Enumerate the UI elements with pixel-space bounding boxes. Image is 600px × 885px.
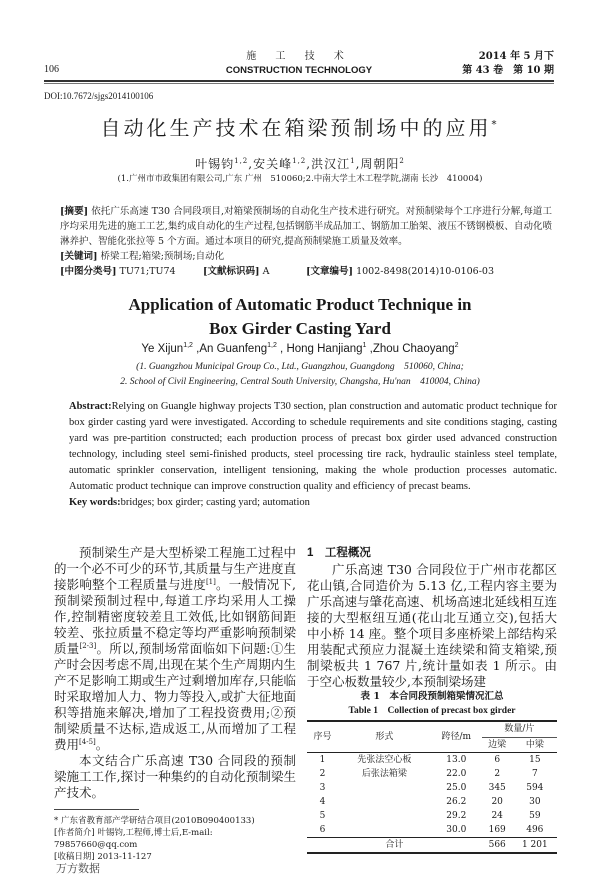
cell-type — [338, 823, 431, 838]
cell-span: 26.2 — [446, 796, 467, 807]
cell-no: 6 — [319, 824, 326, 835]
section-heading: 1 工程概况 — [307, 547, 371, 559]
column-header: 边梁 — [482, 738, 513, 753]
cell-span: 30.0 — [446, 824, 467, 835]
cell-type: 先张法空心板 — [357, 754, 412, 765]
cell-type — [338, 809, 431, 823]
authors-en: Ye Xijun$^{1,2}$ ,An Guanfeng$^{1,2}$ , Hong Hanjiang$^1$ ,Zhou Chaoyang$^2$ — [141, 342, 459, 355]
keywords-en: Key words:bridges; box girder; casting yard; automation — [69, 497, 310, 508]
cell-type — [338, 795, 431, 809]
table-row — [307, 753, 557, 768]
cell-no: 2 — [319, 768, 326, 779]
table-row — [307, 809, 557, 823]
data-table — [307, 720, 557, 854]
table-caption-en: Table 1 Collection of precast box girder — [348, 706, 516, 716]
cell-edge: 6 — [494, 754, 501, 765]
cell-edge: 24 — [491, 810, 503, 821]
cell-edge: 345 — [488, 782, 506, 793]
header-rule — [44, 80, 554, 84]
column-header: 数量/片 — [504, 724, 535, 734]
authors-cn: 叶锡钧$^{1,2}$,安关峰$^{1,2}$,洪汉江$^1$,周朝阳$^2$ — [195, 157, 405, 171]
column-header: 序号 — [313, 731, 332, 742]
cell-no: 1 — [319, 754, 326, 765]
body-left-column — [54, 545, 296, 863]
table-row — [307, 838, 557, 854]
cell-edge: 169 — [488, 824, 506, 835]
cell-no: 3 — [319, 782, 326, 793]
table-row — [307, 823, 557, 838]
keywords-cn: [关键词] 桥梁工程;箱梁;预制场;自动化 — [60, 251, 225, 262]
column-header: 中梁 — [513, 738, 557, 753]
issue-info: 2014 年 5 月下 第 43 卷 第 10 期 — [462, 51, 554, 76]
cell-span: 13.0 — [446, 754, 467, 765]
body-right-column — [307, 545, 557, 854]
cell-middle: 594 — [526, 782, 544, 793]
cell-span: 29.2 — [446, 810, 467, 821]
cell-middle: 30 — [529, 796, 541, 807]
doi: DOI:10.7672/sjgs2014100106 — [44, 91, 154, 101]
cell-middle: 496 — [526, 824, 544, 835]
affiliation-cn: (1.广州市市政集团有限公司,广东 广州 510060;2.中南大学土木工程学院,湖南 长沙 410004) — [117, 174, 483, 184]
column-header: 跨径/m — [441, 731, 472, 742]
title-cn: 自动化生产技术在箱梁预制场中的应用* — [100, 116, 500, 140]
cell-middle: 59 — [529, 810, 541, 821]
footnotes: * 广东省教育部产学研结合项目(2010B090400133) [作者简介] 叶锡钧,工程师,博士后,E-mail: 79857660@qq.com [收稿日期] 2013-11-127 — [54, 816, 255, 862]
abstract-cn: [摘要] 依托广乐高速 T30 合同段项目,对箱梁预制场的自动化生产技术进行研究。对预制梁每个工序进行分解,每道工序均采用先进的施工工艺,集约成自动化的生产过程,包括钢筋半成品加工、钢筋加工胎架、液压不锈钢模板、自动化喷淋养护、智能化张拉等 5 个方面。通过本项目的研究,提高预制梁施工质量及效率。 — [60, 206, 552, 247]
cell-no: 5 — [319, 810, 326, 821]
table-row — [307, 795, 557, 809]
body-paragraph: 预制梁生产是大型桥梁工程施工过程中的一个必不可少的环节,其质量与生产进度直接影响整个工程质量与进度[1]。一般情况下,预制梁预制过程中,每道工序均采用人工操作,控制精密度较差且工效低,比如钢筋间距较差、张拉质量不稳定等均严重影响预制梁质量[2-3]。所以,预制场常面临如下问题:①生产时会因考虑不周,出现在某个生产周期内生产不足影响工期或生产过剩增加库存,只能临时采取增加人力、物力等投入,或扩大征地面积等措施来解决,增加了工程投资费用;②预制梁质量不达标,造成返工,从而增加了工程费用[4-5]。 — [54, 545, 296, 752]
cell-middle: 7 — [531, 768, 538, 779]
body-paragraph: 广乐高速 T30 合同段位于广州市花都区花山镇,合同造价为 5.13 亿,工程内容主要为广乐高速与肇花高速、机场高速北延线相互连接的大型枢纽互通(花山北互通立交),包括大中小桥 14 座。整个项目多座桥梁上部结构采用装配式预应力混凝土连续梁和简支箱梁,预制梁板共 1 767 片,统计量如表 1 所示。由于空心板数量较少,本预制梁场建 — [307, 562, 558, 689]
watermark: 万方数据 — [56, 862, 100, 875]
footnote-rule — [54, 809, 139, 810]
table-row — [307, 767, 557, 781]
journal-name: 施 工 技 术 CONSTRUCTION TECHNOLOGY — [225, 51, 373, 76]
cell-edge: 20 — [491, 796, 503, 807]
abstract-en-block — [69, 399, 557, 511]
affiliation-en: (1. Guangzhou Municipal Group Co., Ltd., Guangzhou, Guangdong 510060, China; 2. School of Civil Engineering, Central South University, Changsha, Hu'nan 410004, China) — [120, 362, 480, 387]
cell-middle: 15 — [529, 754, 541, 765]
column-header: 形式 — [375, 731, 394, 742]
page-number: 106 — [44, 64, 59, 75]
cell-type — [338, 781, 431, 795]
total-edge: 566 — [488, 839, 506, 850]
total-middle: 1 201 — [521, 839, 548, 850]
table-row — [307, 781, 557, 795]
table-caption-cn: 表 1 本合同段预制箱梁情况汇总 — [360, 691, 504, 702]
cell-span: 25.0 — [446, 782, 467, 793]
classification: [中图分类号] TU71;TU74 [文献标识码] A [文章编号] 1002-8498(2014)10-0106-03 — [60, 266, 495, 277]
body-paragraph: 本文结合广乐高速 T30 合同段的预制梁施工工作,探讨一种集约的自动化预制梁生产技术。 — [54, 753, 296, 800]
cell-span: 22.0 — [446, 768, 467, 779]
total-label: 合计 — [385, 839, 404, 850]
abstract-cn-block — [60, 204, 552, 279]
cell-no: 4 — [319, 796, 326, 807]
abstract-en: Abstract:Relying on Guangle highway projects T30 section, plan construction and automatic product technique for box girder casting yard were investigated. According to schedule requirements and site conditions staging, casting yard was pre-partition constructed; each production process of precast box girder used advanced construction technology, including steel semi-finished products, steel processing tire rack, hydraulic stainless steel template, automatic sprinkler conservation, intelligent tensioning, making the whole production processes automatic. Automatic product technique can improve construction quality and efficiency of precast beams. — [69, 401, 557, 492]
title-en: Application of Automatic Product Technique in Box Girder Casting Yard — [128, 295, 472, 338]
cell-type: 后张法箱梁 — [361, 768, 407, 779]
cell-edge: 2 — [494, 768, 501, 779]
